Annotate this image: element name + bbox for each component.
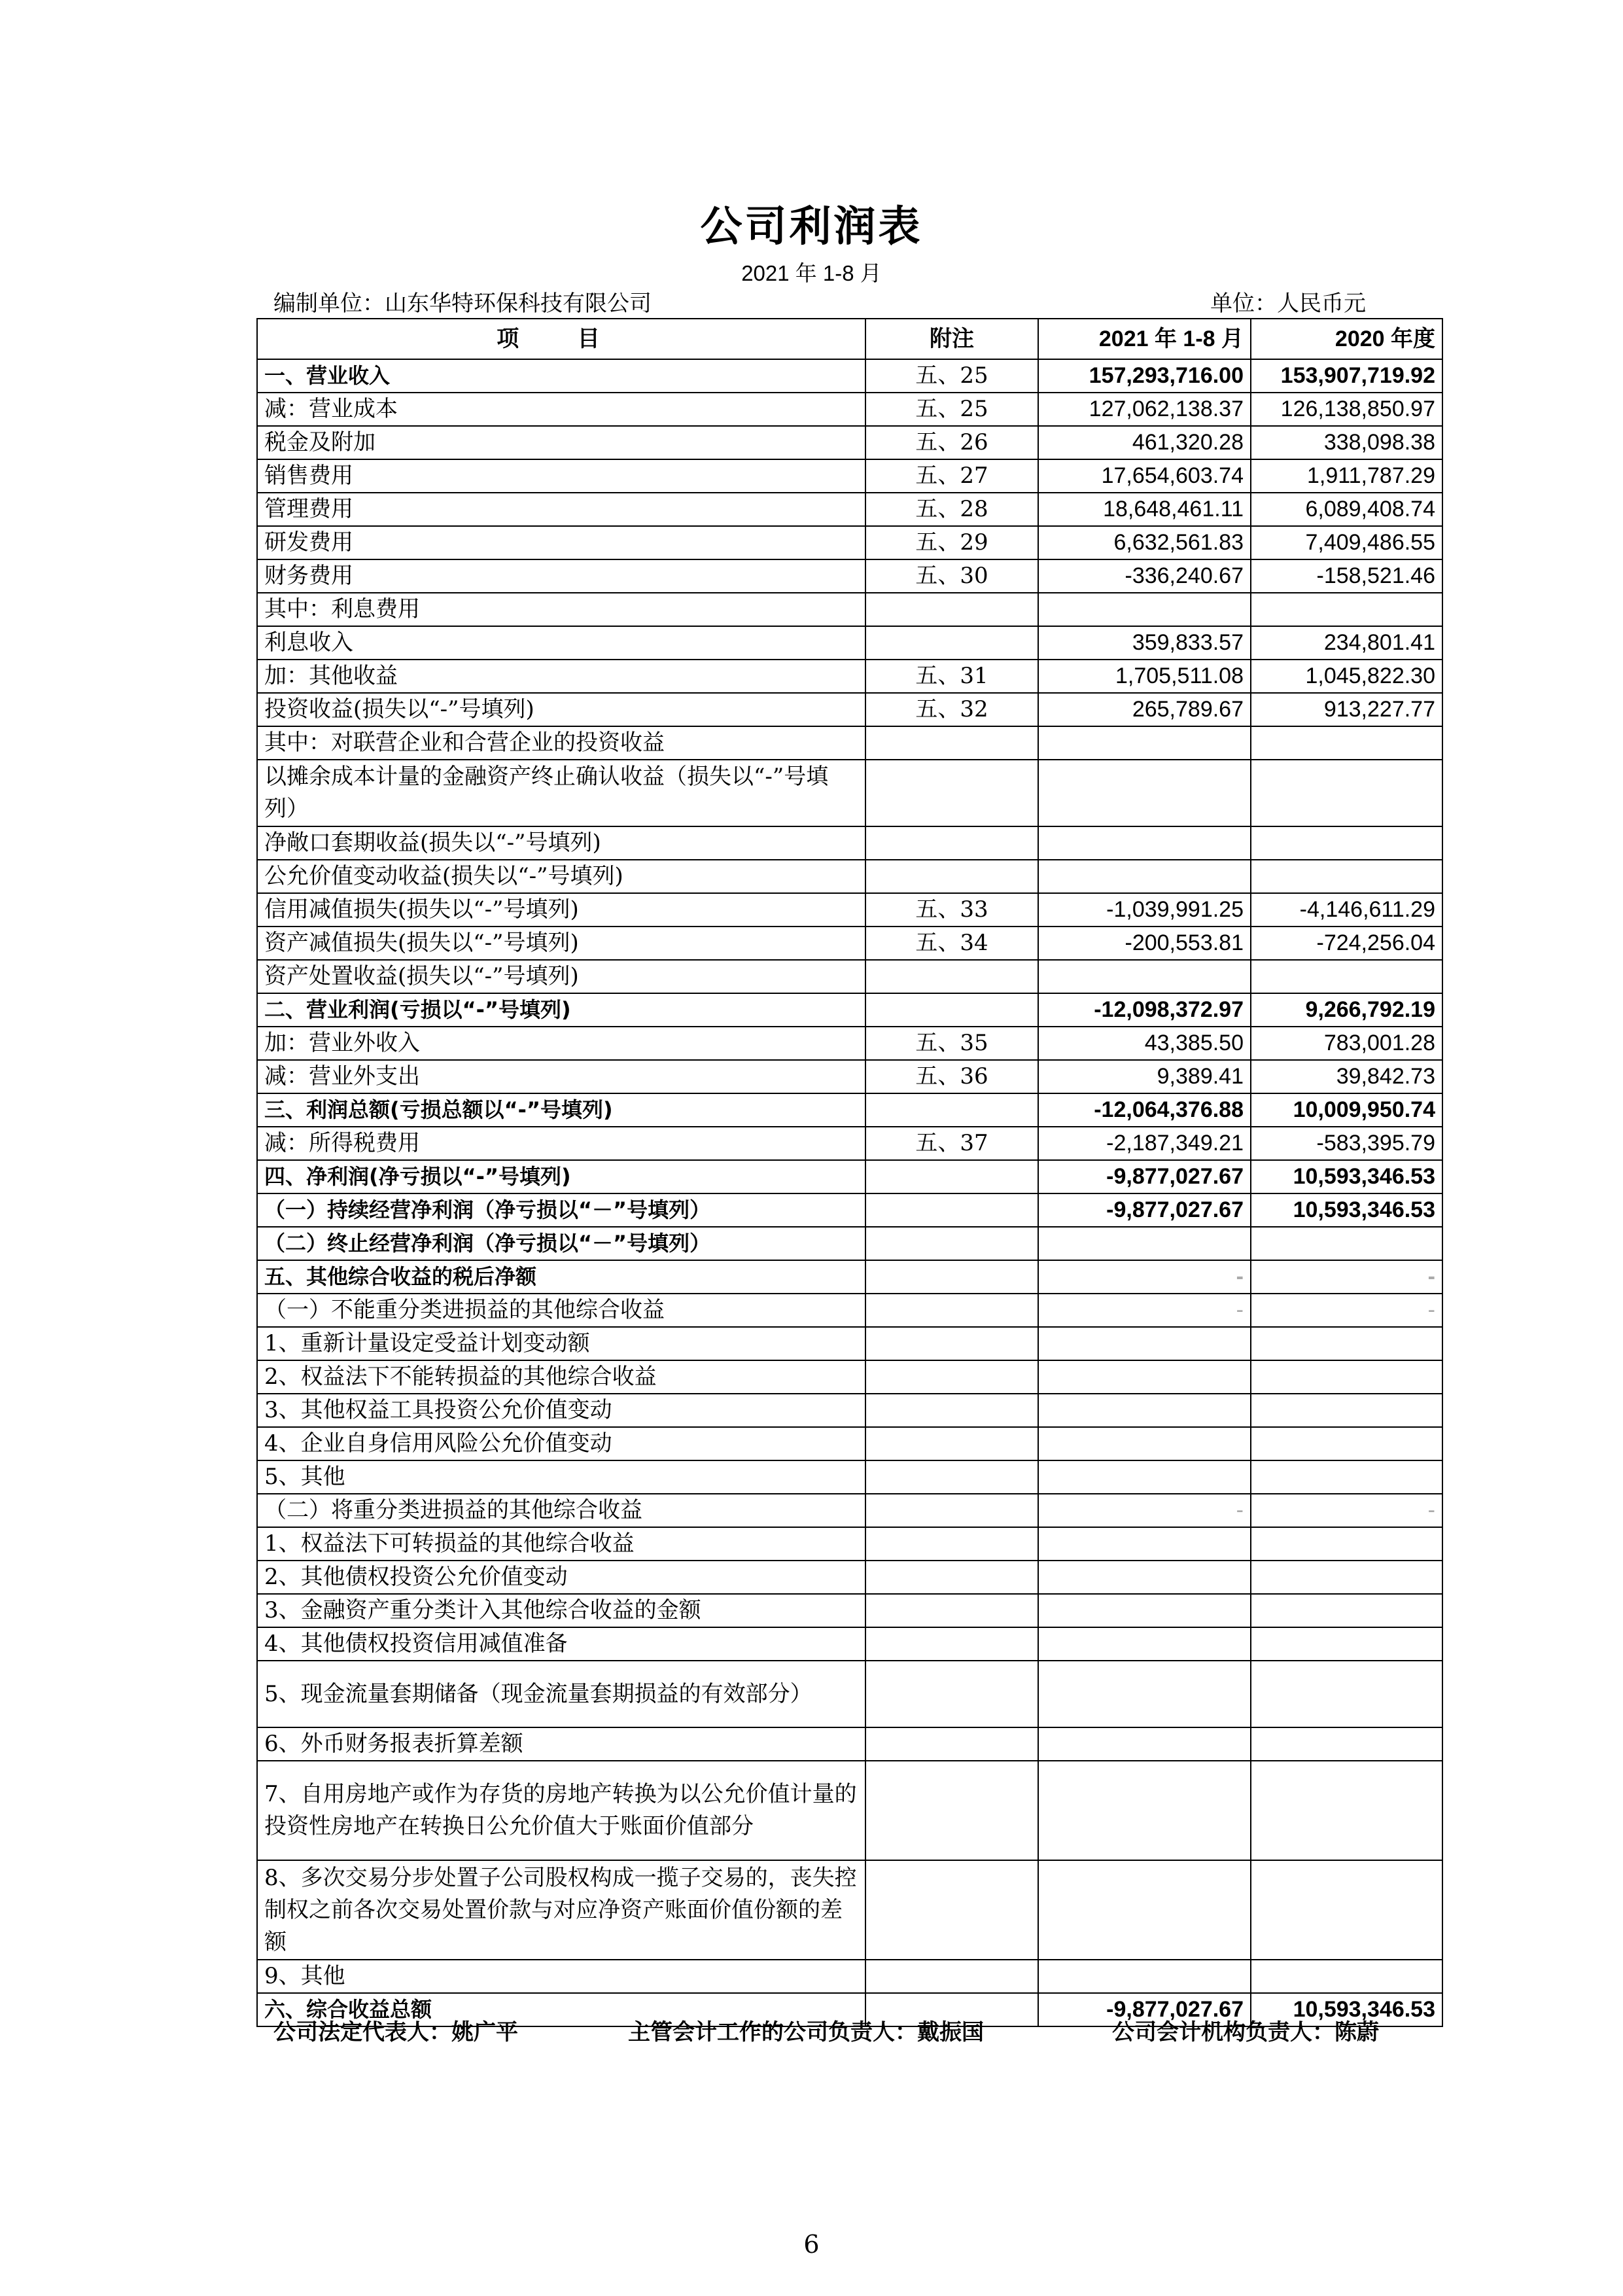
row-note-cell xyxy=(865,1860,1038,1960)
table-row xyxy=(257,1761,1442,1860)
row-current-cell xyxy=(1038,1860,1251,1960)
row-current-cell: -200,553.81 xyxy=(1038,927,1251,960)
table-row xyxy=(257,893,1442,927)
accounting-dept-head: 公司会计机构负责人：陈蔚 xyxy=(1112,2019,1379,2045)
row-prior-cell xyxy=(1251,1594,1442,1627)
row-note-cell xyxy=(865,1627,1038,1661)
row-item-cell: 财务费用 xyxy=(257,559,865,593)
row-prior-cell: 783,001.28 xyxy=(1251,1027,1442,1060)
row-item-cell: 以摊余成本计量的金融资产终止确认收益（损失以“-”号填列） xyxy=(257,760,865,826)
row-prior-cell: 9,266,792.19 xyxy=(1251,993,1442,1027)
row-prior-cell xyxy=(1251,1227,1442,1260)
table-row xyxy=(257,1561,1442,1594)
row-note-cell xyxy=(865,1227,1038,1260)
row-item-cell: 5、现金流量套期储备（现金流量套期损益的有效部分） xyxy=(257,1661,865,1727)
row-item-cell: 加：营业外收入 xyxy=(257,1027,865,1060)
row-item-cell: 六、综合收益总额 xyxy=(257,1993,865,2026)
row-item-cell: 1、重新计量设定受益计划变动额 xyxy=(257,1327,865,1360)
table-row xyxy=(257,660,1442,693)
row-item-cell: 五、其他综合收益的税后净额 xyxy=(257,1260,865,1294)
row-note-cell xyxy=(865,593,1038,626)
row-prior-cell: 7,409,486.55 xyxy=(1251,526,1442,559)
row-prior-cell xyxy=(1251,1727,1442,1761)
row-note-cell xyxy=(865,960,1038,993)
row-note-cell xyxy=(865,1427,1038,1460)
table-row xyxy=(257,526,1442,559)
row-item-cell: 5、其他 xyxy=(257,1460,865,1494)
row-prior-cell xyxy=(1251,1360,1442,1394)
row-item-cell: 信用减值损失(损失以“-”号填列) xyxy=(257,893,865,927)
row-note-cell xyxy=(865,1727,1038,1761)
row-item-cell: （二）将重分类进损益的其他综合收益 xyxy=(257,1494,865,1527)
row-prior-cell xyxy=(1251,826,1442,860)
row-note-cell xyxy=(865,1394,1038,1427)
table-row xyxy=(257,1594,1442,1627)
row-note-cell: 五、33 xyxy=(865,893,1038,927)
row-current-cell xyxy=(1038,860,1251,893)
row-prior-cell: -583,395.79 xyxy=(1251,1127,1442,1160)
row-current-cell: 6,632,561.83 xyxy=(1038,526,1251,559)
row-note-cell xyxy=(865,1460,1038,1494)
row-note-cell: 五、30 xyxy=(865,559,1038,593)
row-prior-cell xyxy=(1251,1661,1442,1727)
table-row xyxy=(257,1460,1442,1494)
row-prior-cell: 1,045,822.30 xyxy=(1251,660,1442,693)
row-current-cell: -336,240.67 xyxy=(1038,559,1251,593)
row-current-cell: 265,789.67 xyxy=(1038,693,1251,726)
row-item-cell: 加：其他收益 xyxy=(257,660,865,693)
row-note-cell: 五、36 xyxy=(865,1060,1038,1093)
row-note-cell: 五、29 xyxy=(865,526,1038,559)
row-current-cell xyxy=(1038,1360,1251,1394)
row-prior-cell: 10,593,346.53 xyxy=(1251,1160,1442,1193)
row-current-cell: -12,098,372.97 xyxy=(1038,993,1251,1027)
row-prior-cell: -4,146,611.29 xyxy=(1251,893,1442,927)
row-note-cell: 五、37 xyxy=(865,1127,1038,1160)
table-row xyxy=(257,1527,1442,1561)
row-prior-cell: 1,911,787.29 xyxy=(1251,459,1442,493)
row-note-cell xyxy=(865,1294,1038,1327)
row-item-cell: 4、其他债权投资信用减值准备 xyxy=(257,1627,865,1661)
table-row xyxy=(257,626,1442,660)
row-current-cell: - xyxy=(1038,1260,1251,1294)
row-current-cell: -9,877,027.67 xyxy=(1038,1160,1251,1193)
row-item-cell: 四、净利润(净亏损以“-”号填列) xyxy=(257,1160,865,1193)
row-current-cell: 461,320.28 xyxy=(1038,426,1251,459)
row-item-cell: 4、企业自身信用风险公允价值变动 xyxy=(257,1427,865,1460)
header-prior-year: 2020 年度 xyxy=(1251,319,1442,359)
row-item-cell: 减：所得税费用 xyxy=(257,1127,865,1160)
table-row xyxy=(257,1627,1442,1661)
row-current-cell: 9,389.41 xyxy=(1038,1060,1251,1093)
row-prior-cell: 234,801.41 xyxy=(1251,626,1442,660)
row-item-cell: 6、外币财务报表折算差额 xyxy=(257,1727,865,1761)
row-item-cell: 其中：利息费用 xyxy=(257,593,865,626)
income-statement-table xyxy=(256,318,1443,2027)
table-row xyxy=(257,1127,1442,1160)
row-note-cell: 五、26 xyxy=(865,426,1038,459)
row-current-cell: 127,062,138.37 xyxy=(1038,393,1251,426)
row-note-cell xyxy=(865,1360,1038,1394)
row-prior-cell xyxy=(1251,1627,1442,1661)
table-row xyxy=(257,826,1442,860)
table-row xyxy=(257,1360,1442,1394)
row-item-cell: 8、多次交易分步处置子公司股权构成一揽子交易的，丧失控制权之前各次交易处置价款与对应净资产账面价值份额的差额 xyxy=(257,1860,865,1960)
row-current-cell xyxy=(1038,593,1251,626)
row-note-cell xyxy=(865,860,1038,893)
table-row xyxy=(257,1394,1442,1427)
table-row xyxy=(257,393,1442,426)
row-note-cell: 五、25 xyxy=(865,393,1038,426)
row-item-cell: 减：营业外支出 xyxy=(257,1060,865,1093)
row-current-cell xyxy=(1038,1761,1251,1860)
row-item-cell: 一、营业收入 xyxy=(257,359,865,393)
row-note-cell xyxy=(865,1494,1038,1527)
row-current-cell: -12,064,376.88 xyxy=(1038,1093,1251,1127)
row-item-cell: 资产处置收益(损失以“-”号填列) xyxy=(257,960,865,993)
row-note-cell xyxy=(865,1594,1038,1627)
row-note-cell xyxy=(865,1193,1038,1227)
row-prior-cell: 10,593,346.53 xyxy=(1251,1193,1442,1227)
row-note-cell xyxy=(865,626,1038,660)
row-item-cell: 2、权益法下不能转损益的其他综合收益 xyxy=(257,1360,865,1394)
row-item-cell: 9、其他 xyxy=(257,1960,865,1993)
row-prior-cell: 6,089,408.74 xyxy=(1251,493,1442,526)
row-current-cell xyxy=(1038,1460,1251,1494)
row-note-cell xyxy=(865,1960,1038,1993)
row-prior-cell xyxy=(1251,1561,1442,1594)
row-note-cell xyxy=(865,1661,1038,1727)
row-current-cell: -9,877,027.67 xyxy=(1038,1193,1251,1227)
row-prior-cell xyxy=(1251,1960,1442,1993)
row-note-cell: 五、28 xyxy=(865,493,1038,526)
row-prior-cell: 10,009,950.74 xyxy=(1251,1093,1442,1127)
row-current-cell xyxy=(1038,1327,1251,1360)
row-prior-cell: 913,227.77 xyxy=(1251,693,1442,726)
row-note-cell xyxy=(865,1260,1038,1294)
table-row xyxy=(257,1027,1442,1060)
row-current-cell: 1,705,511.08 xyxy=(1038,660,1251,693)
table-row xyxy=(257,1727,1442,1761)
row-current-cell xyxy=(1038,1527,1251,1561)
row-note-cell xyxy=(865,726,1038,760)
row-note-cell: 五、27 xyxy=(865,459,1038,493)
row-prior-cell xyxy=(1251,1860,1442,1960)
legal-representative: 公司法定代表人：姚广平 xyxy=(273,2019,518,2045)
row-current-cell: 359,833.57 xyxy=(1038,626,1251,660)
row-note-cell: 五、31 xyxy=(865,660,1038,693)
row-item-cell: 7、自用房地产或作为存货的房地产转换为以公允价值计量的投资性房地产在转换日公允价值大于账面价值部分 xyxy=(257,1761,865,1860)
row-note-cell xyxy=(865,1527,1038,1561)
row-prior-cell: 10,593,346.53 xyxy=(1251,1993,1442,2026)
row-current-cell: 18,648,461.11 xyxy=(1038,493,1251,526)
table-row xyxy=(257,426,1442,459)
table-row xyxy=(257,1294,1442,1327)
row-item-cell: 利息收入 xyxy=(257,626,865,660)
row-note-cell xyxy=(865,1327,1038,1360)
row-prior-cell xyxy=(1251,1527,1442,1561)
table-row xyxy=(257,1260,1442,1294)
row-current-cell xyxy=(1038,826,1251,860)
row-current-cell xyxy=(1038,1227,1251,1260)
row-current-cell xyxy=(1038,726,1251,760)
row-prior-cell: 338,098.38 xyxy=(1251,426,1442,459)
table-row xyxy=(257,459,1442,493)
table-row xyxy=(257,593,1442,626)
row-item-cell: 税金及附加 xyxy=(257,426,865,459)
row-item-cell: （一）不能重分类进损益的其他综合收益 xyxy=(257,1294,865,1327)
row-note-cell xyxy=(865,993,1038,1027)
row-item-cell: 研发费用 xyxy=(257,526,865,559)
row-current-cell: 157,293,716.00 xyxy=(1038,359,1251,393)
row-prior-cell xyxy=(1251,1761,1442,1860)
row-prior-cell: -724,256.04 xyxy=(1251,927,1442,960)
row-prior-cell: 153,907,719.92 xyxy=(1251,359,1442,393)
document-title: 公司利润表 xyxy=(700,203,923,251)
row-current-cell xyxy=(1038,1561,1251,1594)
row-note-cell xyxy=(865,760,1038,826)
table-row xyxy=(257,1427,1442,1460)
table-row xyxy=(257,960,1442,993)
row-item-cell: 公允价值变动收益(损失以“-”号填列) xyxy=(257,860,865,893)
row-note-cell: 五、35 xyxy=(865,1027,1038,1060)
header-note: 附注 xyxy=(865,319,1038,359)
row-note-cell: 五、25 xyxy=(865,359,1038,393)
row-prior-cell xyxy=(1251,960,1442,993)
row-note-cell xyxy=(865,826,1038,860)
header-current-period: 2021 年 1-8 月 xyxy=(1038,319,1251,359)
row-prior-cell xyxy=(1251,760,1442,826)
row-current-cell xyxy=(1038,1727,1251,1761)
row-note-cell xyxy=(865,1160,1038,1193)
table-row xyxy=(257,493,1442,526)
row-current-cell: 17,654,603.74 xyxy=(1038,459,1251,493)
row-note-cell: 五、34 xyxy=(865,927,1038,960)
table-row xyxy=(257,1160,1442,1193)
row-prior-cell xyxy=(1251,1460,1442,1494)
row-prior-cell xyxy=(1251,1427,1442,1460)
table-row xyxy=(257,1494,1442,1527)
row-item-cell: 1、权益法下可转损益的其他综合收益 xyxy=(257,1527,865,1561)
row-current-cell xyxy=(1038,760,1251,826)
table-row xyxy=(257,1060,1442,1093)
table-row xyxy=(257,993,1442,1027)
preparing-unit: 编制单位：山东华特环保科技有限公司 xyxy=(273,291,652,317)
table-row xyxy=(257,359,1442,393)
row-note-cell: 五、32 xyxy=(865,693,1038,726)
row-item-cell: 净敞口套期收益(损失以“-”号填列) xyxy=(257,826,865,860)
row-item-cell: 销售费用 xyxy=(257,459,865,493)
row-prior-cell xyxy=(1251,1327,1442,1360)
row-prior-cell: - xyxy=(1251,1260,1442,1294)
table-row xyxy=(257,760,1442,826)
row-prior-cell xyxy=(1251,726,1442,760)
table-body xyxy=(257,359,1442,2026)
row-item-cell: 二、营业利润(亏损以“-”号填列) xyxy=(257,993,865,1027)
row-item-cell: 投资收益(损失以“-”号填列) xyxy=(257,693,865,726)
row-note-cell xyxy=(865,1761,1038,1860)
table-row xyxy=(257,1193,1442,1227)
table-row xyxy=(257,1327,1442,1360)
row-item-cell: 管理费用 xyxy=(257,493,865,526)
row-current-cell xyxy=(1038,1960,1251,1993)
table-row xyxy=(257,1661,1442,1727)
currency-unit: 单位：人民币元 xyxy=(1210,291,1366,317)
row-prior-cell: - xyxy=(1251,1494,1442,1527)
table-row xyxy=(257,726,1442,760)
row-item-cell: 3、其他权益工具投资公允价值变动 xyxy=(257,1394,865,1427)
row-note-cell xyxy=(865,1561,1038,1594)
row-current-cell xyxy=(1038,1627,1251,1661)
row-current-cell: -2,187,349.21 xyxy=(1038,1127,1251,1160)
row-prior-cell xyxy=(1251,1394,1442,1427)
table-row xyxy=(257,1227,1442,1260)
row-current-cell: - xyxy=(1038,1494,1251,1527)
row-item-cell: 其中：对联营企业和合营企业的投资收益 xyxy=(257,726,865,760)
row-item-cell: （一）持续经营净利润（净亏损以“－”号填列） xyxy=(257,1193,865,1227)
table-row xyxy=(257,1093,1442,1127)
row-item-cell: 3、金融资产重分类计入其他综合收益的金额 xyxy=(257,1594,865,1627)
row-current-cell xyxy=(1038,1394,1251,1427)
row-item-cell: 资产减值损失(损失以“-”号填列) xyxy=(257,927,865,960)
page-number: 6 xyxy=(803,2230,820,2259)
row-prior-cell: 126,138,850.97 xyxy=(1251,393,1442,426)
table-header-row xyxy=(257,319,1442,359)
table-row xyxy=(257,927,1442,960)
row-note-cell xyxy=(865,1093,1038,1127)
row-current-cell xyxy=(1038,1427,1251,1460)
table-row xyxy=(257,693,1442,726)
row-current-cell xyxy=(1038,960,1251,993)
row-current-cell: -9,877,027.67 xyxy=(1038,1993,1251,2026)
table-row xyxy=(257,1960,1442,1993)
table-row xyxy=(257,559,1442,593)
row-item-cell: 三、利润总额(亏损总额以“-”号填列) xyxy=(257,1093,865,1127)
header-item: 项 目 xyxy=(257,319,865,359)
report-period: 2021 年 1-8 月 xyxy=(741,261,882,285)
row-prior-cell: 39,842.73 xyxy=(1251,1060,1442,1093)
row-current-cell: 43,385.50 xyxy=(1038,1027,1251,1060)
row-prior-cell: - xyxy=(1251,1294,1442,1327)
row-current-cell xyxy=(1038,1661,1251,1727)
row-current-cell: -1,039,991.25 xyxy=(1038,893,1251,927)
row-prior-cell xyxy=(1251,860,1442,893)
row-item-cell: 减：营业成本 xyxy=(257,393,865,426)
accounting-head: 主管会计工作的公司负责人：戴振国 xyxy=(628,2019,984,2045)
row-item-cell: 2、其他债权投资公允价值变动 xyxy=(257,1561,865,1594)
table-row xyxy=(257,860,1442,893)
row-prior-cell xyxy=(1251,593,1442,626)
row-item-cell: （二）终止经营净利润（净亏损以“－”号填列） xyxy=(257,1227,865,1260)
table-row xyxy=(257,1860,1442,1960)
row-current-cell: - xyxy=(1038,1294,1251,1327)
row-prior-cell: -158,521.46 xyxy=(1251,559,1442,593)
row-current-cell xyxy=(1038,1594,1251,1627)
